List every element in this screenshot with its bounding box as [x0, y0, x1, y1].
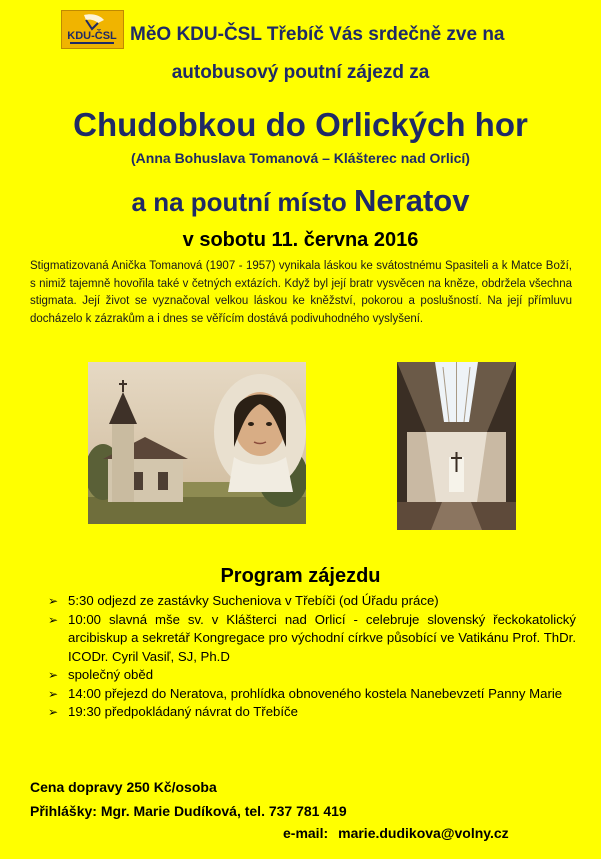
church-portrait-painting: [88, 362, 306, 524]
neratov-heading: [0, 183, 601, 219]
arrow-bullet-icon: ➢: [48, 612, 59, 627]
arrow-bullet-icon: ➢: [48, 594, 59, 608]
description: Stigmatizovaná Anička Tomanová (1907 - 1957) vynikala láskou ke svátostnému Spasiteli a k Matce Boží, s nimiž tajemně hovořila také v četných extázích. Když byl její bratr vysvěcen na kněze, obdržela všechna stigmata. Její život se vyznačoval velkou láskou ke kněžství, pokorou a poslušností. Na její přímluvu docházelo k zázrakům a i dnes se věřícím dostává podivuhodného vyslyšení.: [30, 260, 572, 325]
intro-line-1: MěO KDU-ČSL Třebíč Vás srdečně zve na: [130, 24, 505, 45]
event-date: v sobotu 11. června 2016: [182, 229, 419, 251]
email-line: [283, 825, 509, 841]
program-title: Program zájezdu: [220, 565, 381, 587]
price-line: Cena dopravy 250 Kč/osoba: [30, 779, 217, 795]
program-item: [48, 666, 576, 685]
arrow-bullet-icon: ➢: [48, 705, 59, 719]
program-item-text: 19:30 předpokládaný návrat do Třebíče: [68, 704, 298, 719]
program-item: [48, 685, 576, 704]
program-item-text: 14:00 přejezd do Neratova, prohlídka obnoveného kostela Nanebevzetí Panny Marie: [68, 685, 563, 701]
logo-text: KDU-ČSL: [67, 30, 117, 42]
neratov-church-interior-photo: [397, 362, 516, 530]
arrow-bullet-icon: ➢: [48, 668, 59, 682]
signup-line: Přihlášky: Mgr. Marie Dudíková, tel. 737 781 419: [30, 803, 347, 819]
arrow-bullet-icon: ➢: [48, 686, 59, 701]
program-item: [48, 592, 576, 611]
email-label: e-mail:: [283, 825, 329, 841]
program-item-text: 10:00 slavná mše sv. v Klášterci nad Orlicí - celebruje slovenský řeckokatolický arcibiskup a sekretář Kongregace pro východní církve působící ve Vatikánu Prof. ThDr. ICODr. Cyril Vasiľ, SJ, Ph.D: [68, 611, 576, 664]
subtitle: (Anna Bohuslava Tomanová – Klášterec nad Orlicí): [131, 150, 470, 166]
program-list: [48, 592, 576, 722]
main-title: Chudobkou do Orlických hor: [73, 106, 528, 143]
email-address[interactable]: marie.dudikova@volny.cz: [338, 825, 509, 841]
program-item: [48, 703, 576, 722]
intro-line-2: autobusový poutní zájezd za: [171, 62, 430, 83]
neratov-name: Neratov: [354, 183, 470, 218]
program-item-text: 5:30 odjezd ze zastávky Sucheniova v Třebíči (od Úřadu práce): [68, 593, 439, 608]
program-item: [48, 611, 576, 667]
kdu-csl-logo: [61, 10, 124, 49]
neratov-prefix: a na poutní místo: [131, 187, 347, 217]
program-item-text: společný oběd: [68, 667, 154, 682]
